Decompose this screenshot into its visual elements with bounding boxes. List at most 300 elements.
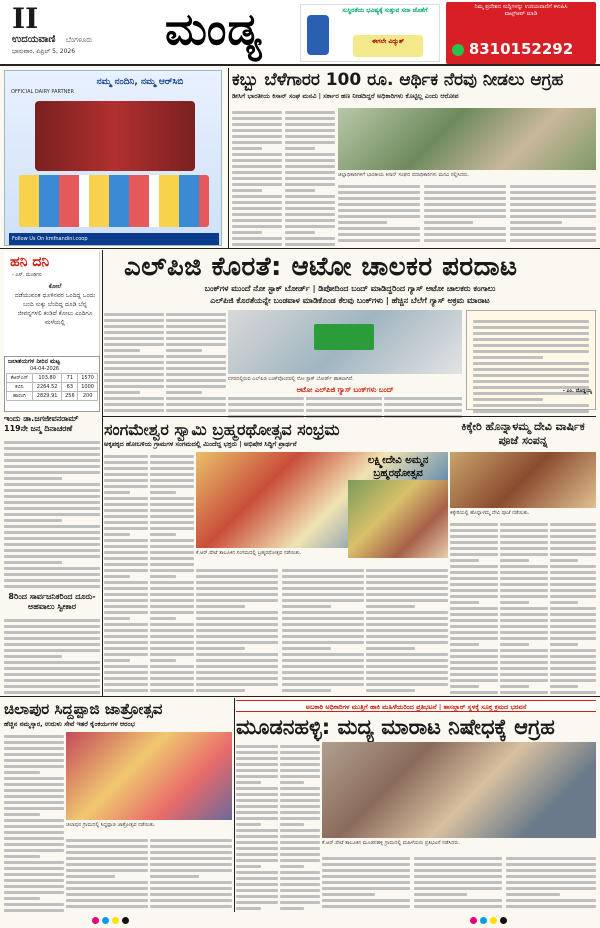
text-line: [510, 191, 596, 194]
registration-dot: [102, 917, 109, 924]
text-line: [150, 479, 194, 482]
text-line: [282, 593, 364, 596]
text-line: [510, 197, 596, 200]
text-line: [450, 559, 479, 562]
products-image: [19, 175, 209, 227]
text-line: [4, 579, 100, 582]
text-line: [450, 661, 498, 664]
text-line: [104, 611, 148, 614]
text-line: [510, 227, 596, 230]
text-line: [104, 491, 130, 494]
story2-caption: ನಗರದಲ್ಲಿರುವ ಎಲ್‌ಪಿಜಿ ಬಂಕ್‌ವೊಂದರಲ್ಲಿ ನೋ ಸ್ಟಾಕ್ ಬೋರ್ಡ್ ಹಾಕಲಾಗಿದೆ.: [228, 376, 354, 382]
text-line: [150, 629, 194, 632]
story1-body-col: [338, 182, 420, 246]
text-line: [282, 587, 364, 590]
text-line: [66, 881, 148, 884]
text-line: [66, 857, 148, 860]
text-line: [280, 769, 320, 772]
text-line: [104, 391, 140, 394]
story6-headline: ಚಿಲಾಪುರ ಸಿದ್ದಪ್ಪಾಜಿ ಜಾತ್ರೋತ್ಸವ: [4, 700, 163, 718]
text-line: [104, 587, 148, 590]
text-line: [500, 655, 548, 658]
story4-caption: ಕಿಕ್ಕೇರಿಯಲ್ಲಿ ಹೊನ್ನಾಳಮ್ಮ ದೇವಿ ಪೂಜೆ ನಡೆಯಿತು.: [450, 510, 530, 516]
text-line: [450, 589, 498, 592]
text-line: [232, 243, 282, 246]
text-line: [4, 567, 100, 570]
story1-photo: [338, 108, 596, 170]
text-line: [450, 691, 498, 694]
text-line: [236, 877, 278, 880]
text-line: [282, 641, 364, 644]
text-line: [166, 313, 226, 316]
text-line: [500, 541, 548, 544]
text-line: [500, 547, 548, 550]
text-line: [236, 751, 278, 754]
text-line: [285, 189, 315, 192]
text-line: [232, 189, 262, 192]
text-line: [104, 683, 148, 686]
text-line: [4, 807, 64, 810]
text-line: [232, 135, 282, 138]
text-line: [366, 599, 448, 602]
text-line: [150, 881, 232, 884]
text-line: [550, 613, 596, 616]
text-line: [150, 485, 194, 488]
text-line: [450, 553, 498, 556]
text-line: [196, 569, 278, 572]
reservoir-cell: 63: [62, 383, 78, 392]
text-line: [104, 473, 148, 476]
hanidani-poem: [14, 282, 96, 327]
text-line: [285, 207, 335, 210]
text-line: [236, 823, 261, 826]
text-line: [550, 673, 596, 676]
text-line: [166, 331, 226, 334]
text-line: [104, 593, 148, 596]
text-line: [550, 577, 596, 580]
text-line: [196, 659, 278, 662]
story1-body-col: [232, 108, 282, 246]
story1-body-col: [510, 182, 596, 246]
story2-headline: ಎಲ್‌ಪಿಜಿ ಕೊರತೆ: ಆಟೋ ಚಾಲಕರ ಪರದಾಟ: [124, 252, 518, 282]
text-line: [500, 667, 548, 670]
text-line: [322, 875, 410, 878]
text-line: [150, 647, 194, 650]
text-line: [4, 471, 100, 474]
text-line: [282, 575, 364, 578]
text-line: [285, 243, 335, 246]
text-line: [424, 239, 506, 242]
text-line: [282, 635, 364, 638]
text-line: [338, 209, 420, 212]
whatsapp-number: 8310152292: [468, 40, 574, 58]
story7-body-col: [322, 854, 410, 912]
text-line: [150, 635, 194, 638]
text-line: [282, 653, 364, 656]
text-line: [550, 571, 596, 574]
text-line: [280, 775, 320, 778]
story1-caption: ಜಿಲ್ಲಾಧಿಕಾರಿಗಳಿಗೆ ಭಾರತೀಯ ಕಿಸಾನ್ ಸಂಘದ ಪದಾಧಿಕಾರಿಗಳು ಮನವಿ ಸಲ್ಲಿಸಿದರು.: [338, 172, 470, 178]
text-line: [280, 757, 320, 760]
text-line: [4, 753, 64, 756]
text-line: [450, 631, 498, 634]
text-line: [500, 553, 548, 556]
text-line: [280, 883, 320, 886]
text-line: [232, 141, 282, 144]
text-line: [104, 515, 148, 518]
text-line: [280, 847, 320, 850]
reservoir-table: [6, 373, 98, 401]
text-line: [424, 203, 506, 206]
text-line: [236, 787, 278, 790]
text-line: [282, 671, 364, 674]
text-line: [322, 881, 410, 884]
divider: [234, 698, 235, 912]
text-line: [104, 545, 148, 548]
text-line: [285, 141, 335, 144]
text-line: [366, 677, 448, 680]
text-line: [322, 863, 410, 866]
text-line: [414, 875, 502, 878]
text-line: [166, 373, 226, 376]
text-line: [550, 553, 596, 556]
text-line: [282, 647, 331, 650]
text-line: [196, 611, 278, 614]
text-line: [366, 641, 448, 644]
text-line: [280, 865, 304, 868]
text-line: [196, 617, 278, 620]
text-line: [550, 661, 596, 664]
text-line: [104, 635, 148, 638]
text-line: [196, 575, 278, 578]
text-line: [4, 873, 64, 876]
text-line: [550, 595, 596, 598]
text-line: [104, 461, 148, 464]
text-line: [414, 905, 502, 908]
page-number: II: [12, 2, 39, 35]
text-line: [66, 893, 148, 896]
text-line: [150, 641, 194, 644]
text-line: [338, 197, 420, 200]
story2-body-col: [228, 394, 304, 418]
text-line: [166, 403, 226, 406]
text-line: [104, 409, 164, 412]
text-line: [366, 647, 415, 650]
text-line: [282, 623, 364, 626]
text-line: [150, 599, 194, 602]
registration-dot: [92, 917, 99, 924]
text-line: [280, 853, 320, 856]
text-line: [196, 665, 278, 668]
text-line: [232, 207, 282, 210]
text-line: [282, 689, 331, 692]
text-line: [338, 239, 420, 242]
text-line: [150, 461, 194, 464]
text-line: [500, 649, 548, 652]
text-line: [450, 523, 498, 526]
text-line: [150, 863, 232, 866]
text-line: [282, 665, 364, 668]
text-line: [104, 677, 148, 680]
text-line: [473, 356, 543, 359]
story1-headline: ಕಬ್ಬು ಬೆಳೆಗಾರರ 100 ರೂ. ಆರ್ಥಿಕ ನೆರವು ನೀಡಲು ಆಗ್ರಹ: [232, 70, 564, 90]
text-line: [338, 215, 420, 218]
text-line: [104, 539, 148, 542]
text-line: [4, 801, 64, 804]
text-line: [506, 863, 596, 866]
text-line: [150, 845, 232, 848]
story3-subhead: ಅಕ್ಕಪಕ್ಕದ ಹೋಬಳಿಯ ಗ್ರಾಮಗಳ ಸಂಗಮದಲ್ಲಿ ಮಿಂದೆದ್ದ ಭಕ್ತರು | ಅಭಿಷೇಕ ಸಿದ್ಧಿಗೆ ಪ್ರಾರ್ಥನೆ: [104, 440, 297, 448]
text-line: [424, 209, 506, 212]
nandini-footer: Follow Us On kmfnandini.coop: [9, 233, 219, 245]
text-line: [500, 607, 548, 610]
text-line: [338, 233, 420, 236]
text-line: [450, 643, 479, 646]
text-line: [280, 841, 320, 844]
text-line: [500, 625, 548, 628]
divider: [228, 68, 229, 248]
text-line: [473, 410, 589, 413]
text-line: [4, 649, 100, 652]
text-line: [280, 763, 320, 766]
text-line: [4, 879, 64, 882]
text-line: [104, 557, 148, 560]
text-line: [104, 503, 148, 506]
text-line: [280, 829, 320, 832]
text-line: [150, 875, 199, 878]
text-line: [150, 503, 194, 506]
text-line: [285, 111, 335, 114]
text-line: [196, 647, 245, 650]
text-line: [196, 635, 278, 638]
text-line: [104, 671, 148, 674]
text-line: [500, 559, 529, 562]
text-line: [166, 367, 226, 370]
text-line: [366, 569, 448, 572]
text-line: [424, 197, 506, 200]
story5-headline: ಲಕ್ಷ್ಮೀದೇವಿ ಅಮ್ಮನ ಬ್ರಹ್ಮರಥೋತ್ಸವ: [367, 455, 429, 479]
text-line: [500, 601, 529, 604]
text-line: [4, 783, 64, 786]
registration-dot: [480, 917, 487, 924]
text-line: [104, 379, 164, 382]
text-line: [4, 759, 64, 762]
text-line: [166, 343, 226, 346]
text-line: [500, 691, 548, 694]
text-line: [322, 869, 410, 872]
text-line: [4, 619, 100, 622]
story6-body-col: [4, 732, 64, 912]
text-line: [4, 819, 64, 822]
text-line: [232, 219, 282, 222]
text-line: [4, 795, 64, 798]
text-line: [473, 326, 589, 329]
text-line: [424, 221, 473, 224]
text-line: [4, 465, 100, 468]
text-line: [150, 593, 194, 596]
text-line: [550, 691, 596, 694]
text-line: [232, 201, 282, 204]
text-line: [4, 855, 40, 858]
text-line: [236, 841, 278, 844]
story7-body-col: [280, 742, 320, 912]
text-line: [414, 887, 502, 890]
story2-photo: [228, 310, 462, 374]
text-line: [366, 689, 415, 692]
electricity-ad: [300, 4, 440, 62]
reservoir-cell: 1000: [78, 383, 98, 392]
text-line: [366, 575, 448, 578]
reservoir-cell: 2829.91: [32, 392, 62, 401]
text-line: [550, 607, 596, 610]
text-line: [500, 589, 548, 592]
text-line: [166, 325, 226, 328]
text-line: [104, 653, 148, 656]
text-line: [280, 805, 320, 808]
text-line: [150, 557, 194, 560]
reservoir-row: [7, 392, 98, 401]
text-line: [166, 409, 226, 412]
text-line: [150, 527, 194, 530]
text-line: [104, 479, 148, 482]
text-line: [424, 185, 506, 188]
text-line: [104, 403, 164, 406]
text-line: [150, 905, 232, 908]
text-line: [236, 811, 278, 814]
text-line: [450, 685, 479, 688]
reservoir-cell: 1570: [78, 374, 98, 383]
reservoir-cell: ಹಾರಂಗಿ: [7, 392, 33, 401]
text-line: [338, 227, 420, 230]
text-line: [150, 653, 194, 656]
text-line: [500, 523, 548, 526]
text-line: [104, 367, 164, 370]
story2-quote-author: - ಎಂ. ದೊಡ್ಡಯ್ಯ: [562, 388, 592, 394]
registration-dot: [112, 917, 119, 924]
text-line: [450, 571, 498, 574]
reservoir-cell: 2264.52: [32, 383, 62, 392]
text-line: [384, 403, 462, 406]
story7-kicker: ಅಬಕಾರಿ ಅಧಿಕಾರಿಗಳ ಮುತ್ತಿಗೆ ಹಾಕಿ ಮಹಿಳೆಯರಿಂದ ಪ್ರತಿಭಟನೆ | ತಾಸಲ್ದಾರ್ ಸ್ಥಳಕ್ಕೆ ಸೂಕ್ತ ಕ್ರಮದ ಭರವಸೆ: [236, 700, 596, 712]
story2-quote-box: [466, 310, 596, 410]
nandini-ad: [4, 70, 222, 246]
text-line: [104, 599, 148, 602]
text-line: [322, 893, 375, 896]
text-line: [4, 441, 100, 444]
text-line: [450, 595, 498, 598]
text-line: [285, 213, 335, 216]
story4-photo: [450, 452, 596, 508]
text-line: [166, 361, 226, 364]
text-line: [285, 183, 335, 186]
nandini-slogan: ನಮ್ಮ ನಂದಿನಿ, ನಮ್ಮ ಆರ್‌ಸಿಬಿ: [96, 77, 184, 87]
text-line: [4, 789, 64, 792]
text-line: [306, 409, 382, 412]
whatsapp-ad-text: ನಿಮ್ಮ ಪ್ರದೇಶದ ಸುದ್ದಿಗಳನ್ನು ಉದಯವಾಣಿಗೆ ಕಳುಹಿಸಿ ವಾಟ್ಸ್‌ಆಪ್ ಮಾಡಿ: [474, 4, 568, 17]
text-line: [4, 861, 64, 864]
text-line: [550, 547, 596, 550]
text-line: [232, 237, 282, 240]
text-line: [150, 467, 194, 470]
text-line: [473, 338, 589, 341]
reservoir-row: [7, 374, 98, 383]
text-line: [4, 637, 100, 640]
story7-body-col: [236, 742, 278, 912]
text-line: [473, 362, 589, 365]
text-line: [232, 111, 282, 114]
text-line: [550, 529, 596, 532]
text-line: [104, 569, 148, 572]
text-line: [236, 817, 278, 820]
text-line: [232, 231, 262, 234]
text-line: [280, 889, 320, 892]
text-line: [104, 689, 148, 692]
text-line: [450, 601, 479, 604]
text-line: [280, 895, 320, 898]
text-line: [4, 903, 64, 906]
text-line: [236, 781, 261, 784]
text-line: [366, 659, 448, 662]
text-line: [4, 525, 100, 528]
text-line: [414, 863, 502, 866]
text-line: [366, 635, 448, 638]
text-line: [322, 887, 410, 890]
text-line: [228, 403, 304, 406]
text-line: [236, 889, 278, 892]
text-line: [4, 513, 100, 516]
reservoir-cell: 256: [62, 392, 78, 401]
text-line: [366, 665, 448, 668]
text-line: [500, 571, 548, 574]
text-line: [150, 605, 194, 608]
text-line: [500, 637, 548, 640]
text-line: [104, 659, 130, 662]
text-line: [104, 331, 164, 334]
text-line: [450, 613, 498, 616]
text-line: [282, 599, 364, 602]
text-line: [166, 337, 226, 340]
story6-subhead: ಹೆಚ್ಚಿನ ನಮ್ಮಸ್ಕಾರ, ಉರುಳು ಸೇವೆ ಇತರೆ ಕೈಂಕರ್ಯಗಳ ಆರಂಭ: [4, 720, 135, 728]
text-line: [4, 543, 100, 546]
text-line: [4, 885, 64, 888]
text-line: [104, 533, 130, 536]
text-line: [150, 581, 194, 584]
text-line: [280, 793, 320, 796]
text-line: [282, 581, 364, 584]
text-line: [306, 397, 382, 400]
text-line: [506, 857, 596, 860]
text-line: [450, 547, 498, 550]
text-line: [473, 380, 589, 383]
text-line: [236, 793, 278, 796]
reservoir-date: 04-04-2026: [30, 366, 60, 372]
text-line: [550, 589, 596, 592]
text-line: [450, 619, 498, 622]
text-line: [196, 683, 278, 686]
text-line: [232, 147, 262, 150]
text-line: [500, 679, 548, 682]
text-line: [104, 551, 148, 554]
text-line: [366, 581, 448, 584]
text-line: [285, 117, 335, 120]
text-line: [424, 215, 506, 218]
grievance-headline: 8ರಿಂದ ಸಾರ್ವಜನಿಕರಿಂದ ದೂರು-ಅಹವಾಲು ಸ್ವೀಕಾರ: [8, 592, 96, 611]
text-line: [450, 679, 498, 682]
text-line: [282, 683, 364, 686]
text-line: [150, 887, 232, 890]
text-line: [150, 563, 194, 566]
text-line: [285, 123, 335, 126]
